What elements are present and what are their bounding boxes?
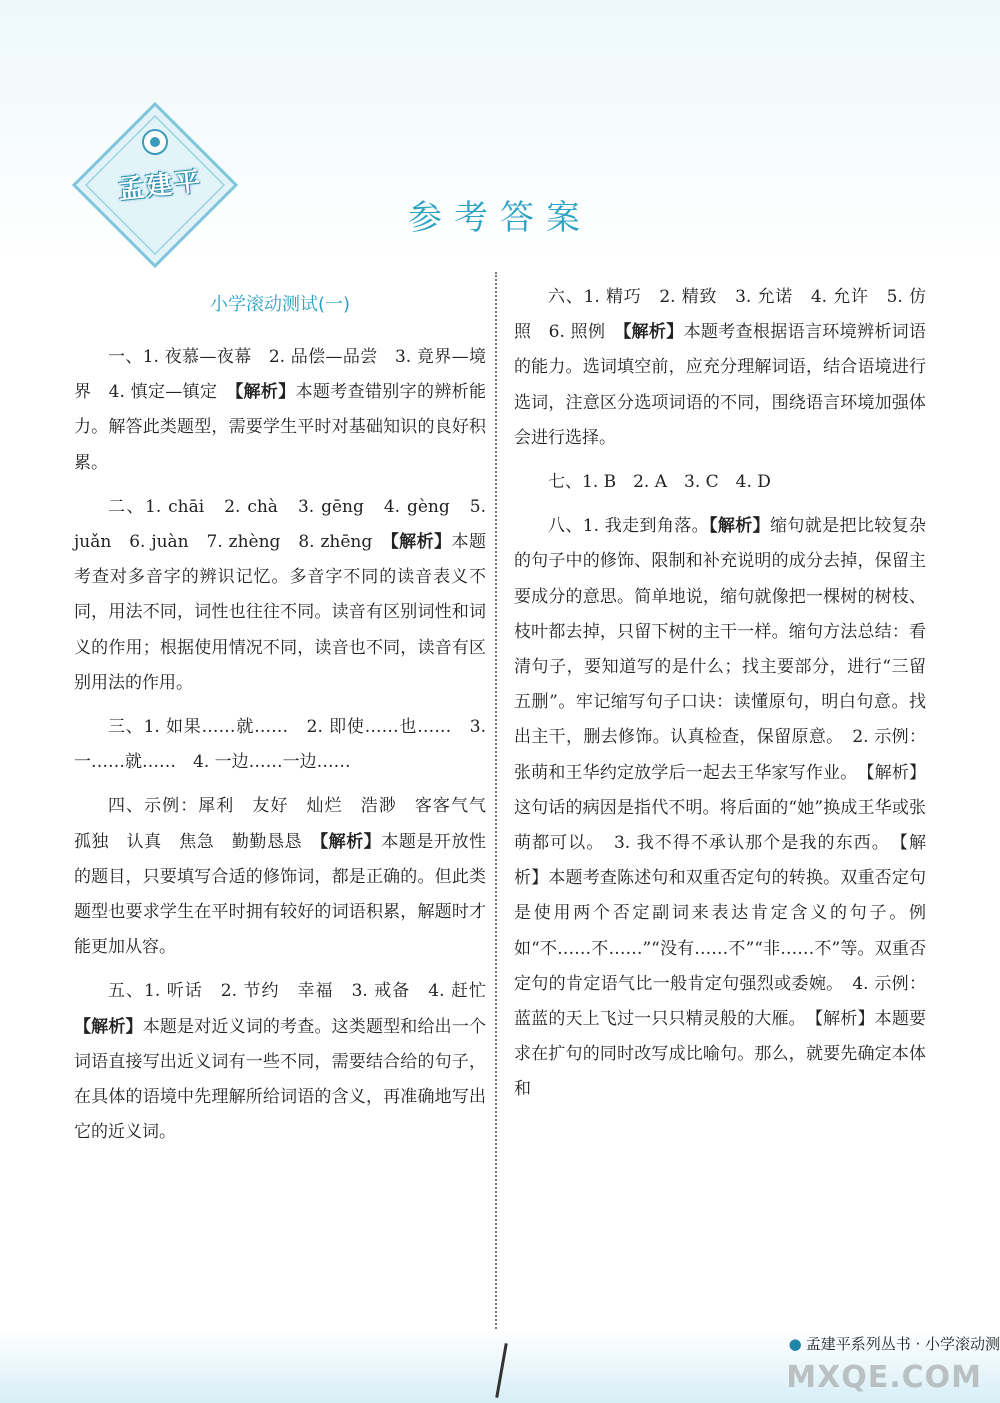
page-title: 参考答案 — [408, 198, 592, 238]
logo-text: 孟建平 — [116, 166, 204, 206]
answer-paragraph: 三、1. 如果……就…… 2. 即使……也…… 3. 一……就…… 4. 一边……一边…… — [74, 717, 486, 773]
answer-paragraph: 七、1. B 2. A 3. C 4. D — [548, 472, 771, 493]
watermark: MXQE.COM — [786, 1360, 982, 1395]
answer-paragraph: 二、1. chāi 2. chà 3. gēng 4. gèng 5. juǎn 6. juàn 7. zhèng 8. zhēng 【解析】本题考查对多音字的辨识记忆。多音字不同的读音表义不同，用法不同，词性也往往不同。读音有区别词性和词义的作用；根据使用情况不同，读音也不同，读音有区别用法的作用。 — [74, 496, 487, 693]
analysis-tag: 【解析】 — [319, 831, 382, 852]
bullet-icon: ● — [788, 1335, 802, 1353]
answer-paragraph: 一、1. 夜慕—夜幕 2. 品偿—品尝 3. 竟界—境界 4. 慎定—镇定 【解析】本题考查错别字的辨析能力。解答此类题型，需要学生平时对基础知识的良好积累。 — [74, 347, 487, 473]
answer-paragraph: 六、1. 精巧 2. 精致 3. 允诺 4. 允许 5. 仿照 6. 照例 【解析】本题考查根据语言环境辨析词语的能力。选词填空前，应充分理解词语，结合语境进行选词，注意区分选项词语的不同，围绕语言环境加强体会进行选择。 — [514, 287, 927, 448]
answer-paragraph: 五、1. 听话 2. 节约 幸福 3. 戒备 4. 赶忙 【解析】本题是对近义词的考查。这类题型和给出一个词语直接写出近义词有一些不同，需要结合给的句子，在具体的语境中先理解所给词语的含义，再准确地写出它的近义词。 — [74, 981, 503, 1143]
right-column — [514, 280, 926, 1108]
footer-series-label: ● 孟建平系列丛书 · 小学滚动测 — [788, 1335, 1000, 1353]
analysis-tag: 【解析】 — [234, 382, 296, 403]
answer-paragraph: 四、示例：犀利 友好 灿烂 浩渺 客客气气 孤独 认真 焦急 勤勤恳恳 【解析】本题是开放性的题目，只要填写合适的修饰词，都是正确的。但此类题型也要求学生在平时拥有较好的词语积累，解题时才能更加从容。 — [74, 796, 503, 958]
analysis-tag: 【解析】 — [74, 1016, 143, 1037]
section-title: 小学滚动测试(一) — [209, 294, 351, 315]
analysis-tag: 【解析】 — [622, 322, 684, 343]
answer-paragraph: 八、1. 我走到角落。【解析】缩句就是把比较复杂的句子中的修饰、限制和补充说明的成分去掉，保留主要成分的意思。简单地说，缩句就像把一棵树的树枝、枝叶都去掉，只留下树的主干一样。缩句方法总结：看清句子，要知道写的是什么；找主要部分，进行“三留五删”。牢记缩写句子口诀：读懂原句，明白句意。找出主干，删去修饰。认真检查，保留原意。 2. 示例：张萌和王华约定放学后一起去王华家写作业。 【解析】这句话的病因是指代不明。将后面的“她”换成王华或张萌都可以。 3. 我不得不承认那个是我的东西。 【解析】本题考查陈述句和双重否定句的转换。双重否定句是使用两个否定副词来表达肯定含义的句子。例如“不……不……”“没有……不”“非……不”等。双重否定句的肯定语气比一般肯定句强烈或委婉。 4. 示例：蓝蓝的天上飞过一只只精灵般的大雁。 【解析】本题要求在扩句的同时改写成比喻句。那么，就要先确定本体和 — [514, 516, 926, 1100]
left-column — [74, 280, 503, 1150]
analysis-tag: 【解析】 — [709, 516, 770, 537]
analysis-tag: 【解析】 — [390, 532, 452, 553]
